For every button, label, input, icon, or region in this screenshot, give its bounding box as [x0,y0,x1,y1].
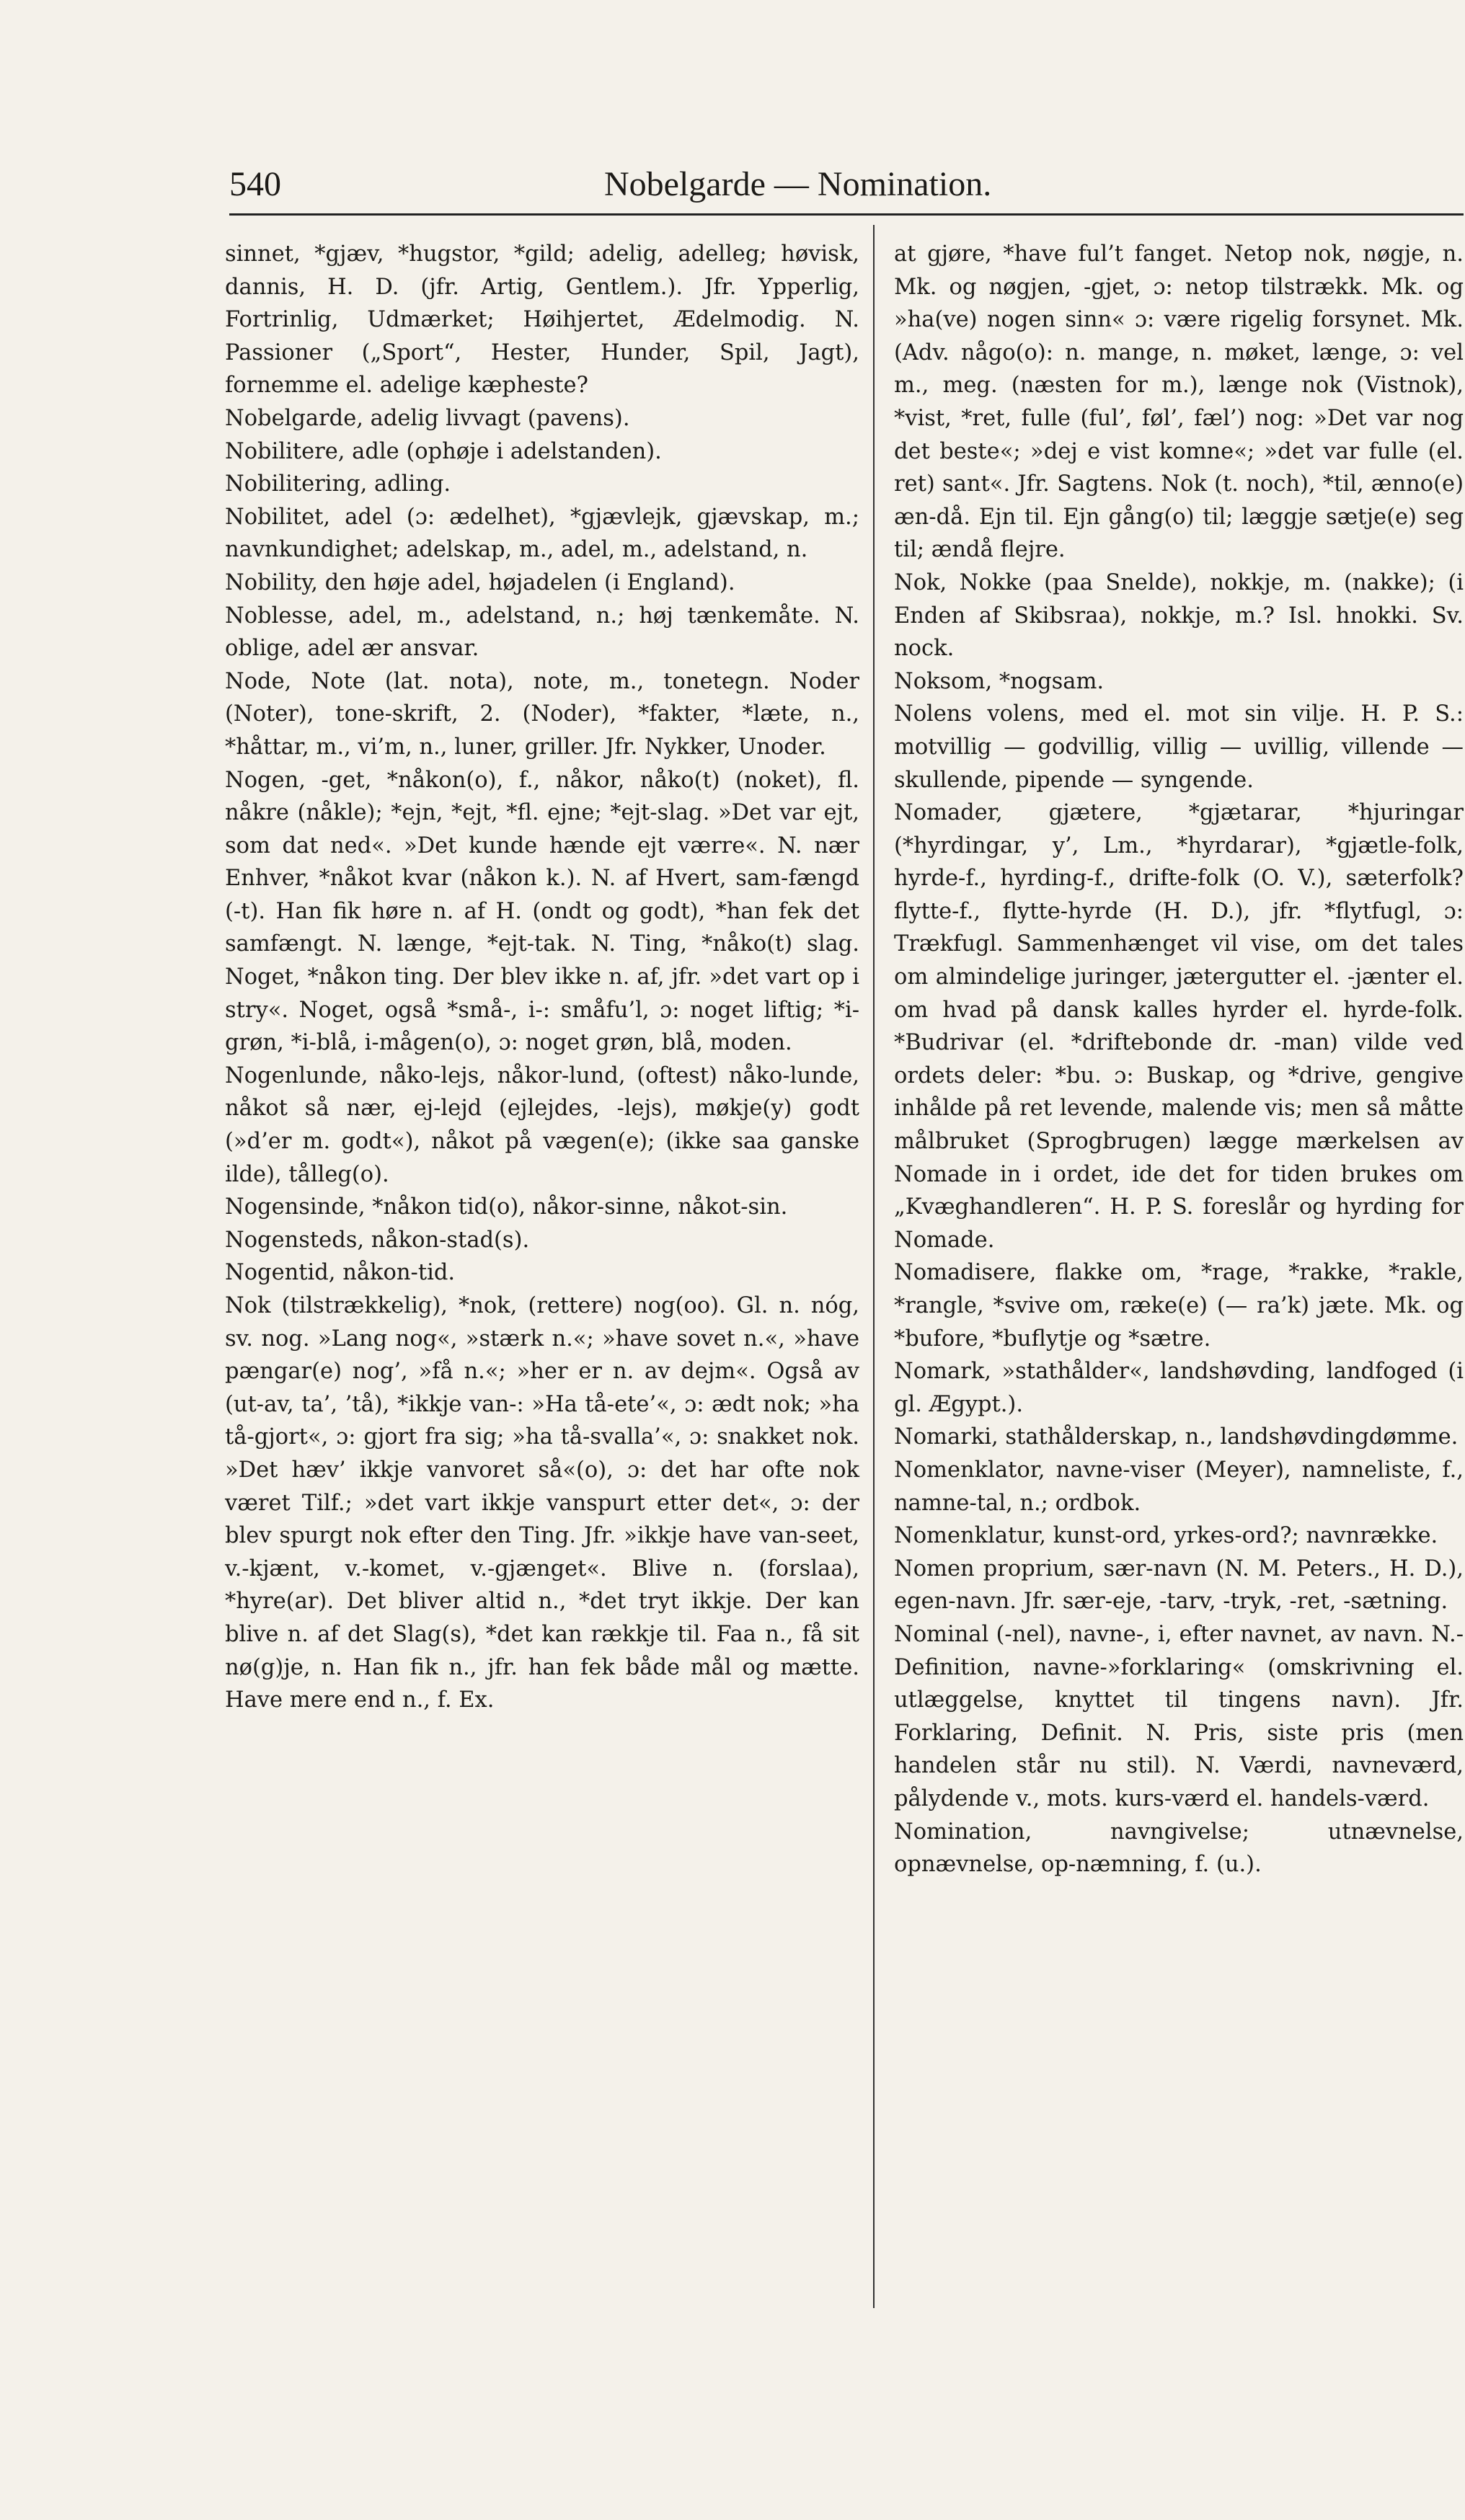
entry-paragraph: Nomination, navngivelse; utnævnelse, opnævnelse, op-næmning, f. (u.). [894,1819,1464,1878]
entry-paragraph: Nomenklatur, kunst-ord, yrkes-ord?; navnrække. [894,1523,1438,1549]
entry-paragraph: Nok, Nokke (paa Snelde), nokkje, m. (nakke); (i Enden af Skibsraa), nokkje, m.? Isl. hnokki. Sv. nock. [894,569,1464,662]
entry-paragraph: at gjøre, *have ful’t fanget. Netop nok, nøgje, n. Mk. og nøgjen, -gjet, ɔ: netop tilstrækk. Mk. og »ha(ve) nogen sinn« ɔ: være rigelig forsynet. Mk. (Adv. någo(o): n. mange, n. møket, længe, ɔ: vel m., meg. (næsten for m.), længe nok (Vistnok), *vist, *ret, fulle (ful’, føl’, fæl’) nog: »Det var nog det beste«; »dej e vist komne«; »det var fulle (el. ret) sant«. Jfr. Sagtens. Nok (t. noch), *til, ænno(e) æn-då. Ejn til. Ejn gång(o) til; læggje sætje(e) seg til; ændå flejre. [894,241,1464,563]
entry-paragraph: Nogenlunde, nåko-lejs, nåkor-lund, (oftest) nåko-lunde, nåkot så nær, ej-lejd (ejlejdes, -lejs), møkje(y) godt (»d’er m. godt«), nåkot på vægen(e); (ikke saa ganske ilde), tålleg(o). [225,1062,859,1187]
entry-paragraph: Nobilitere, adle (ophøje i adelstanden). [225,438,662,464]
entry-paragraph: Nogen, -get, *nåkon(o), f., nåkor, nåko(t) (noket), fl. nåkre (nåkle); *ejn, *ejt, *fl. ejne; *ejt-slag. »Det var ejt, som dat ned«. »Det kunde hænde ejt værre«. N. nær Enhver, *nåkot kvar (nåkon k.). N. af Hvert, sam-fængd (-t). Han fik høre n. af H. (ondt og godt), *han fek det samfængt. N. længe, *ejt-tak. N. Ting, *nåko(t) slag. Noget, *nåkon ting. Der blev ikke n. af, jfr. »det vart op i stry«. Noget, også *små-, i-: småfu’l, ɔ: noget liftig; *i-grøn, *i-blå, i-mågen(o), ɔ: noget grøn, blå, moden. [225,767,859,1056]
entry-paragraph: Nogensteds, nåkon-stad(s). [225,1227,530,1253]
entry-paragraph: Nomadisere, flakke om, *rage, *rakke, *rakle, *rangle, *svive om, ræke(e) (— ra’k) jæte. Mk. og *bufore, *buflytje og *sætre. [894,1260,1464,1352]
entry-paragraph: Nomark, »stathålder«, landshøvding, landfoged (i gl. Ægypt.). [894,1359,1464,1417]
entry-paragraph: Node, Note (lat. nota), note, m., tonetegn. Noder (Noter), tone-skrift, 2. (Noder), *fakter, *læte, n., *håttar, m., vi’m, n., luner, griller. Jfr. Nykker, Unoder. [225,668,859,760]
entry-paragraph: Nomen proprium, sær-navn (N. M. Peters., H. D.), egen-navn. Jfr. sær-eje, -tarv, -tryk, -ret, -sætning. [894,1556,1464,1615]
entry-paragraph: Nobilitering, adling. [225,471,451,497]
entry-paragraph: Nobilitet, adel (ɔ: ædelhet), *gjævlejk, gjævskap, m.; navnkundighet; adelskap, m., adel, m., adelstand, n. [225,504,859,563]
entry-paragraph: Nobility, den høje adel, højadelen (i England). [225,569,735,595]
page-header [229,164,1462,215]
entry-paragraph: Noksom, *nogsam. [894,668,1105,694]
entry-paragraph: Nominal (-nel), navne-, i, efter navnet, av navn. N.-Definition, navne-»forklaring« (omskrivning el. utlæggelse, knyttet til tingens navn). Jfr. Forklaring, Definit. N. Pris, siste pris (men handelen står nu stil). N. Værdi, navneværd, pålydende v., mots. kurs-værd el. handels-værd. [894,1621,1464,1811]
page-number: 540 [229,165,281,203]
entry-paragraph: Nobelgarde, adelig livvagt (pavens). [225,405,630,431]
entry-paragraph: Noblesse, adel, m., adelstand, n.; høj tænkemåte. N. oblige, adel ær ansvar. [225,603,859,662]
entry-paragraph: Nomenklator, navne-viser (Meyer), namneliste, f., namne-tal, n.; ordbok. [894,1457,1464,1516]
entry-paragraph: Nogensinde, *nåkon tid(o), nåkor-sinne, nåkot-sin. [225,1194,788,1220]
running-title: Nobelgarde — Nomination. [604,165,992,203]
entry-paragraph: Nok (tilstrækkelig), *nok, (rettere) nog(oo). Gl. n. nóg, sv. nog. »Lang nog«, »stærk n.«; »have sovet n.«, »have pængar(e) nog’, »få n.«; »her er n. av dejm«. Også av (ut-av, ta’, ’tå), *ikkje van-: »Ha tå-ete’«, ɔ: ædt nok; »ha tå-gjort«, ɔ: gjort fra sig; »ha tå-svalla’«, ɔ: snakket nok. »Det hæv’ ikkje vanvoret så«(o), ɔ: det har ofte nok været Tilf.; »det vart ikkje vanspurt etter det«, ɔ: der blev spurgt nok efter den Ting. Jfr. »ikkje have van-seet, v.-kjænt, v.-komet, v.-gjænget«. Blive n. (forslaa), *hyre(ar). Det bliver altid n., *det tryt ikkje. Der kan blive n. af det Slag(s), *det kan rækkje til. Faa n., få sit nø(g)je, n. Han fik n., jfr. han fek både mål og mætte. Have mere end n., f. Ex. [225,1293,859,1713]
entry-paragraph: Nomarki, stathålderskap, n., landshøvdingdømme. [894,1424,1459,1450]
entry-paragraph: sinnet, *gjæv, *hugstor, *gild; adelig, adelleg; høvisk, dannis, H. D. (jfr. Artig, Gentlem.). Jfr. Ypperlig, Fortrinlig, Udmærket; Høihjertet, Ædelmodig. N. Passioner („Sport“, Hester, Hunder, Spil, Jagt), fornemme el. adelige kæpheste? [225,241,859,399]
header-rule [229,213,1464,216]
left-column [225,238,859,1717]
right-column [894,238,1464,1881]
entry-paragraph: Nomader, gjætere, *gjætarar, *hjuringar (*hyrdingar, y’, Lm., *hyrdarar), *gjætle-folk, hyrde-f., hyrding-f., drifte-folk (O. V.), sæterfolk? flytte-f., flytte-hyrde (H. D.), jfr. *flytfugl, ɔ: Trækfugl. Sammenhænget vil vise, om det tales om almindelige juringer, jætergutter el. -jænter el. om hvad på dansk kalles hyrder el. hyrde-folk. *Budrivar (el. *driftebonde dr. -man) vilde ved ordets deler: *bu. ɔ: Buskap, og *drive, gengive inhålde på ret levende, malende vis; men så måtte målbruket (Sprogbrugen) lægge mærkelsen av Nomade in i ordet, ide det for tiden brukes om „Kvæghandleren“. H. P. S. foreslår og hyrding for Nomade. [894,800,1464,1253]
column-divider [873,225,875,2308]
entry-paragraph: Nolens volens, med el. mot sin vilje. H. P. S.: motvillig — godvillig, villig — uvillig, villende — skullende, pipende — syngende. [894,701,1464,793]
entry-paragraph: Nogentid, nåkon-tid. [225,1260,456,1286]
